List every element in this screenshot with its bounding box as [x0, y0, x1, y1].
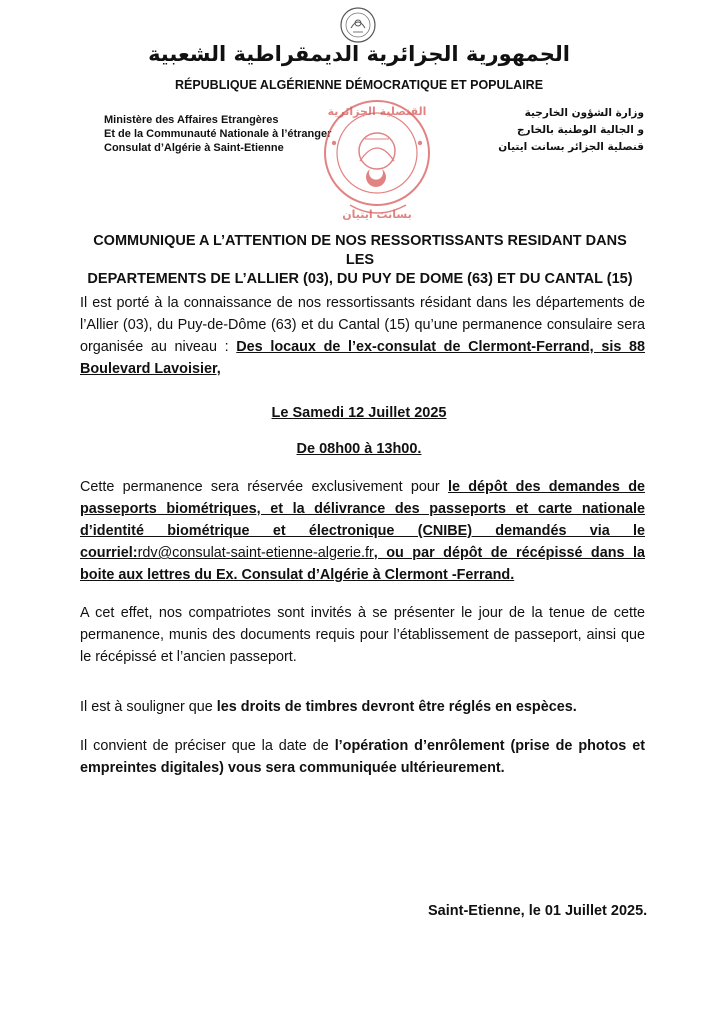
stamp-outer-text: القنصلية الجزائرية: [327, 105, 427, 118]
paragraph-requirements: A cet effet, nos compatriotes sont invités à se présenter le jour de la tenue de cette permanence, munis des documents requis pour l’établissement de passeport, ainsi que le récépissé et l’ancien passeport.: [80, 605, 645, 665]
french-republic-title: RÉPUBLIQUE ALGÉRIENNE DÉMOCRATIQUE ET POPULAIRE: [174, 78, 544, 92]
community-line: Et de la Communauté Nationale à l’étranger: [104, 128, 332, 140]
paragraph-announcement: [80, 292, 645, 380]
ministry-header-arabic: [498, 105, 644, 156]
heading-line-2: DEPARTEMENTS DE L’ALLIER (03), DU PUY DE DOME (63) ET DU CANTAL (15): [87, 271, 633, 287]
event-time: De 08h00 à 13h00.: [296, 441, 422, 457]
ministry-line: Ministère des Affaires Etrangères: [104, 114, 279, 126]
ministry-header-french: [104, 113, 331, 155]
fees-bold: les droits de timbres devront être réglés en espèces.: [216, 699, 577, 715]
arabic-republic-title: الجمهورية الجزائرية الديمقراطية الشعبية: [148, 42, 570, 66]
consulate-stamp: [310, 95, 444, 225]
place-date-signature: Saint-Etienne, le 01 Juillet 2025.: [428, 903, 648, 919]
announcement-location: Des locaux de l’ex-consulat de Clermont-Ferrand, sis 88 Boulevard Lavoisier,: [80, 339, 646, 377]
enrolment-bold: l’opération d’enrôlement (prise de photos et empreintes digitales) vous sera communiquée ultérieurement.: [80, 738, 645, 776]
services-bold-a: le dépôt des demandes de passeports biométriques, et la délivrance des passeports et carte nationale d’identité biométrique et électronique (CNIBE) demandés via le courriel:: [80, 479, 645, 561]
services-intro: Cette permanence sera réservée exclusivement pour: [80, 479, 448, 495]
heading-line-1: COMMUNIQUE A L’ATTENTION DE NOS RESSORTISSANTS RESIDANT DANS LES: [93, 233, 627, 268]
consulate-line-ar: قنصلية الجزائر بسانت ايتيان: [498, 141, 644, 153]
communique-heading: [80, 232, 640, 289]
fees-intro: Il est à souligner que: [80, 699, 217, 715]
enrolment-intro: Il convient de préciser que la date de: [80, 738, 335, 754]
announcement-text: Il est porté à la connaissance de nos ressortissants résidant dans les départements de l’Allier (03), du Puy-de-Dôme (63) et du Cantal (15) qu’une permanence consulaire sera organisée au niveau :: [80, 295, 645, 355]
ministry-line-ar: وزارة الشؤون الخارجية: [524, 107, 644, 119]
email-link[interactable]: rdv@consulat-saint-etienne-algerie.fr: [137, 545, 374, 561]
consulate-line: Consulat d’Algérie à Saint-Etienne: [104, 142, 284, 154]
paragraph-services: [80, 476, 645, 586]
paragraph-stamp-fees: [80, 696, 645, 718]
services-bold-b: , ou par dépôt de récépissé dans la boite aux lettres du Ex. Consulat d’Algérie à Clermont -Ferrand.: [80, 545, 645, 583]
community-line-ar: و الجالية الوطنية بالخارج: [516, 124, 644, 136]
algeria-emblem-icon: [339, 6, 377, 44]
stamp-bottom-text: بسانت ايتيان: [342, 208, 412, 221]
event-date: Le Samedi 12 Juillet 2025: [271, 405, 447, 421]
paragraph-enrolment: [80, 735, 645, 779]
